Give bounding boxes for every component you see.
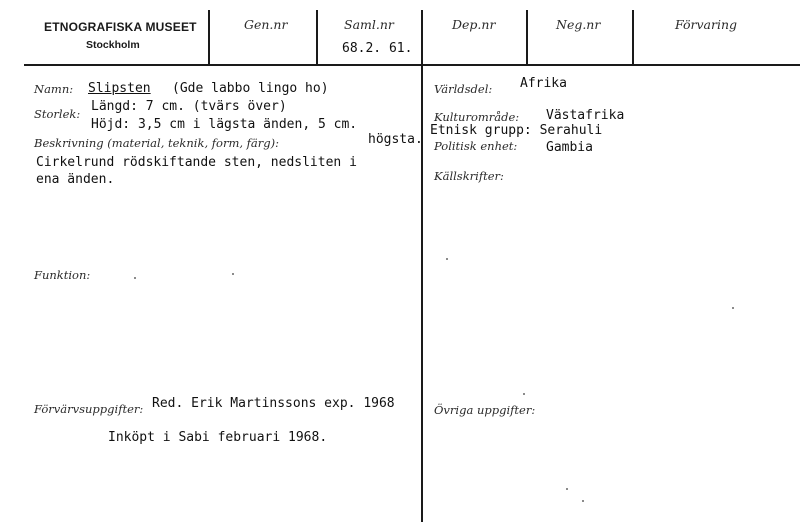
politisk-enhet-label: Politisk enhet:: [434, 139, 518, 153]
forvarv-label: Förvärvsuppgifter:: [34, 402, 144, 416]
funktion-label: Funktion:: [34, 268, 91, 282]
scan-speck: [523, 393, 525, 395]
header-divider-4: [526, 10, 528, 65]
politisk-enhet-value: Gambia: [546, 140, 593, 155]
header-bottom-rule: [24, 64, 800, 66]
kulturomrade-label: Kulturområde:: [434, 110, 520, 124]
namn-value-rest: (Gde labbo lingo ho): [172, 81, 329, 96]
beskrivning-line-2: ena änden.: [36, 172, 115, 187]
scan-speck: [566, 488, 568, 490]
neg-nr-header: Neg.nr: [556, 17, 601, 32]
forvarv-line-2: Inköpt i Sabi februari 1968.: [108, 430, 328, 445]
main-divider: [421, 10, 423, 522]
etnisk-grupp: Etnisk grupp: Serahuli: [430, 123, 603, 138]
kulturomrade-value: Västafrika: [546, 108, 625, 123]
scan-speck: [446, 258, 448, 260]
beskrivning-line-1: Cirkelrund rödskiftande sten, nedsliten i: [36, 155, 357, 170]
header-divider-2: [316, 10, 318, 65]
namn-value: Slipsten: [88, 81, 151, 96]
scan-speck: [582, 500, 584, 502]
namn-label: Namn:: [34, 82, 74, 96]
forvarv-value: Red. Erik Martinssons exp. 1968: [152, 396, 395, 411]
scan-speck: [232, 273, 234, 275]
varldsdel-value: Afrika: [520, 76, 567, 91]
dep-nr-header: Dep.nr: [452, 17, 496, 32]
scan-speck: [134, 277, 136, 279]
storlek-line-2: Höjd: 3,5 cm i lägsta änden, 5 cm.: [91, 117, 358, 132]
header-divider-1: [208, 10, 210, 65]
institution-name: ETNOGRAFISKA MUSEET: [44, 20, 197, 34]
forvaring-header: Förvaring: [675, 17, 738, 32]
header-divider-5: [632, 10, 634, 65]
storlek-line-1: Längd: 7 cm. (tvärs över): [91, 99, 287, 114]
saml-nr-header: Saml.nr: [344, 17, 394, 32]
storlek-line-2-extra: högsta.: [368, 132, 423, 147]
kallskrifter-label: Källskrifter:: [434, 169, 504, 183]
beskrivning-label: Beskrivning (material, teknik, form, färg):: [34, 136, 279, 150]
storlek-label: Storlek:: [34, 107, 81, 121]
saml-nr-value: 68.2. 61.: [342, 41, 413, 56]
ovriga-uppgifter-label: Övriga uppgifter:: [434, 403, 536, 417]
varldsdel-label: Världsdel:: [434, 82, 493, 96]
gen-nr-header: Gen.nr: [244, 17, 288, 32]
scan-speck: [732, 307, 734, 309]
institution-city: Stockholm: [86, 39, 140, 51]
